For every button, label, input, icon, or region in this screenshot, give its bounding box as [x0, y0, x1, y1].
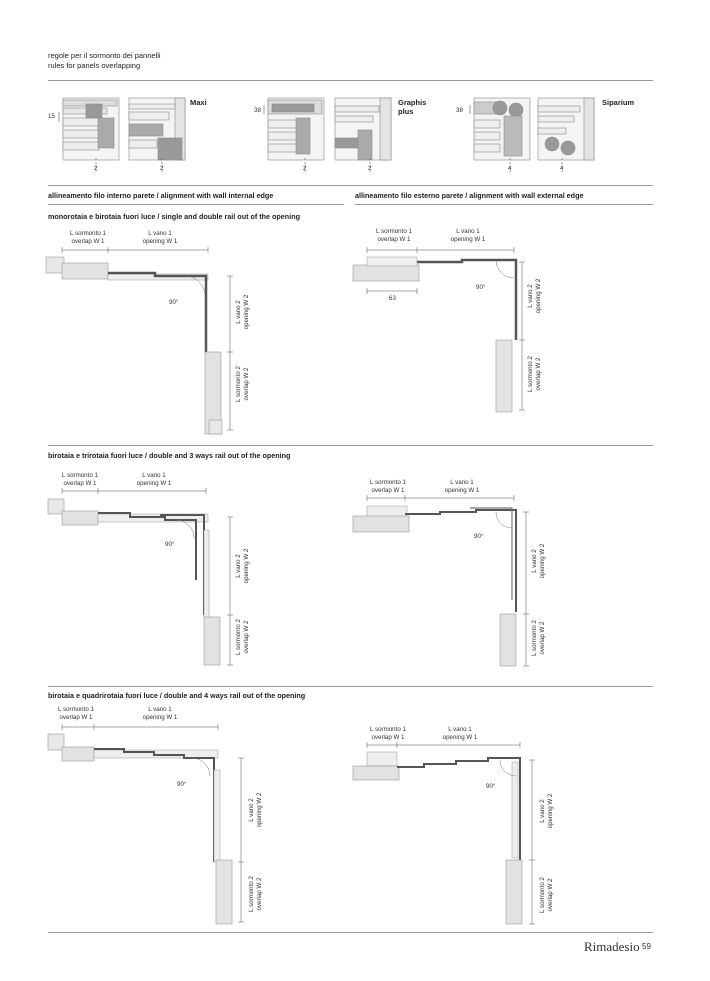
alignment-external-heading: allineamento filo esterno parete / alignment with wall external edge: [355, 191, 584, 200]
s1r-angle: 90°: [476, 284, 486, 291]
section-3-title: birotaia e quadrirotaia fuori luce / double and 4 ways rail out of the opening: [48, 691, 306, 700]
graphis-dim-side: 38: [254, 107, 261, 114]
s1l-overlap-w2: L sormonto 2 overlap W 2: [235, 366, 250, 402]
s2r-overlap-w1: L sormonto 1 overlap W 1: [370, 479, 406, 494]
s1r-overlap-w1: L sormonto 1 overlap W 1: [376, 228, 412, 243]
s3r-angle: 90°: [486, 783, 496, 790]
s2l-angle: 90°: [165, 541, 175, 548]
s1r-opening-w1: L vano 1 opening W 1: [450, 228, 486, 243]
s3l-opening-w2: L vano 2 opening W 2: [248, 792, 263, 828]
brand-logo: Rimadesio: [584, 939, 640, 954]
s1l-opening-w1: L vano 1 opening W 1: [142, 230, 178, 245]
s1l-opening-w2: L vano 2 opening W 2: [235, 294, 250, 330]
section-1-title: monorotaia e birotaia fuori luce / single and double rail out of the opening: [48, 212, 300, 221]
graphis-dim-left: 2: [303, 165, 307, 172]
graphis-dim-right: 2: [368, 165, 372, 172]
s1r-opening-w2: L vano 2 opening W 2: [527, 278, 542, 314]
siparium-dim-right: 4: [560, 165, 564, 172]
s1r-dim-63: 63: [389, 295, 396, 302]
s1l-angle: 90°: [169, 299, 179, 306]
s2r-opening-w1: L vano 1 opening W 1: [444, 479, 480, 494]
maxi-dim-side: 15: [48, 113, 55, 120]
s2r-overlap-w2: L sormonto 2 overlap W 2: [531, 620, 546, 656]
title-italian: regole per il sormonto dei pannelli: [48, 51, 161, 60]
s3r-opening-w1: L vano 1 opening W 1: [442, 726, 478, 741]
s2l-opening-w2: L vano 2 opening W 2: [235, 548, 250, 584]
siparium-dim-left: 4: [508, 165, 512, 172]
s1r-overlap-w2: L sormonto 2 overlap W 2: [527, 356, 542, 392]
s3l-overlap-w1: L sormonto 1 overlap W 1: [58, 706, 94, 721]
siparium-dim-side: 38: [456, 107, 463, 114]
page-number: 59: [642, 942, 651, 951]
profile-name-graphis: Graphis plus: [398, 98, 427, 116]
s3r-overlap-w1: L sormonto 1 overlap W 1: [370, 726, 406, 741]
s3l-angle: 90°: [177, 781, 187, 788]
maxi-dim-left: 2: [94, 165, 98, 172]
s3r-opening-w2: L vano 2 opening W 2: [539, 793, 554, 829]
footer-divider: [48, 932, 653, 933]
s1l-overlap-w1: L sormonto 1 overlap W 1: [70, 230, 106, 245]
s2l-overlap-w1: L sormonto 1 overlap W 1: [62, 472, 98, 487]
title-english: rules for panels overlapping: [48, 61, 141, 70]
s3l-opening-w1: L vano 1 opening W 1: [142, 706, 178, 721]
maxi-dim-right: 2: [160, 165, 164, 172]
s2l-overlap-w2: L sormonto 2 overlap W 2: [235, 619, 250, 655]
s3r-overlap-w2: L sormonto 2 overlap W 2: [539, 877, 554, 913]
section-2-title: birotaia e trirotaia fuori luce / double and 3 ways rail out of the opening: [48, 451, 291, 460]
alignment-internal-heading: allineamento filo interno parete / alignment with wall internal edge: [48, 191, 274, 200]
s2r-opening-w2: L vano 2 opening W 2: [531, 543, 546, 579]
profile-name-maxi: Maxi: [190, 98, 207, 107]
s2l-opening-w1: L vano 1 opening W 1: [136, 472, 172, 487]
profile-name-siparium: Siparium: [602, 98, 635, 107]
s2r-angle: 90°: [474, 533, 484, 540]
s3l-overlap-w2: L sormonto 2 overlap W 2: [248, 876, 263, 912]
